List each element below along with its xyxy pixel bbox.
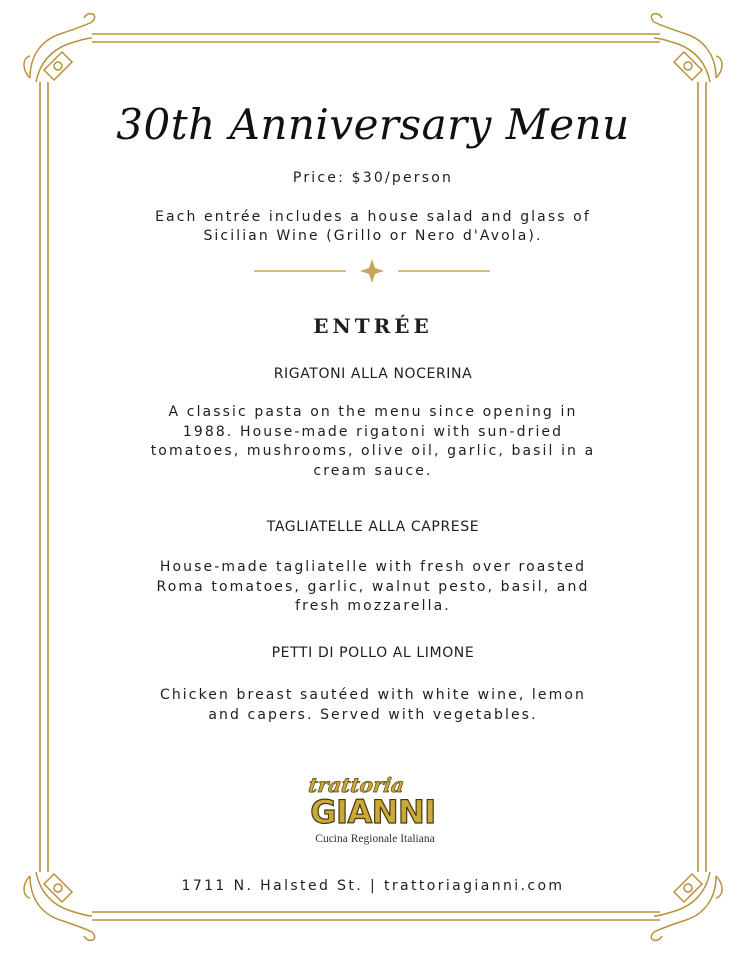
dish-description-line: fresh mozzarella. <box>295 598 451 614</box>
footer-address: 1711 N. Halsted St. | trattoriagianni.com <box>181 878 565 894</box>
dish-description-line: and capers. Served with vegetables. <box>208 706 538 723</box>
dish-description-line: A classic pasta on the menu since opening in <box>168 404 578 420</box>
dish-description <box>0 403 746 481</box>
dish-description-line: Roma tomatoes, garlic, walnut pesto, basil, and <box>156 578 590 595</box>
star-divider <box>0 258 746 284</box>
dish-description-line: Chicken breast sautéed with white wine, lemon <box>159 687 587 703</box>
dish-description <box>0 558 746 617</box>
intro-text <box>0 208 746 246</box>
corner-ornament-icon <box>651 14 722 82</box>
intro-line: Each entrée includes a house salad and glass of <box>155 209 591 225</box>
restaurant-logo <box>0 774 746 850</box>
logo-script-text: trattoria <box>306 774 406 797</box>
logo-tagline-text: Cucina Regionale Italiana <box>315 833 435 845</box>
dish-name: RIGATONI ALLA NOCERINA <box>273 366 473 382</box>
dish-description-line: House-made tagliatelle with fresh over roasted <box>159 559 587 575</box>
star-icon <box>360 259 384 283</box>
logo-name-text: GIANNI <box>310 793 436 831</box>
dish-description <box>0 686 746 725</box>
dish-name: PETTI DI POLLO AL LIMONE <box>271 645 475 661</box>
menu-title: 30th Anniversary Menu <box>116 100 630 149</box>
dish-description-line: 1988. House-made rigatoni with sun-dried <box>182 423 564 440</box>
dish-description-line: tomatoes, mushrooms, olive oil, garlic, basil in a <box>150 443 596 459</box>
dish-name: TAGLIATELLE ALLA CAPRESE <box>266 519 480 535</box>
section-heading: ENTRÉE <box>313 314 433 338</box>
dish-description-line: cream sauce. <box>313 462 433 479</box>
corner-ornament-icon <box>24 14 95 82</box>
intro-line: Sicilian Wine (Grillo or Nero d'Avola). <box>203 228 543 244</box>
price-text: Price: $30/person <box>292 170 454 186</box>
